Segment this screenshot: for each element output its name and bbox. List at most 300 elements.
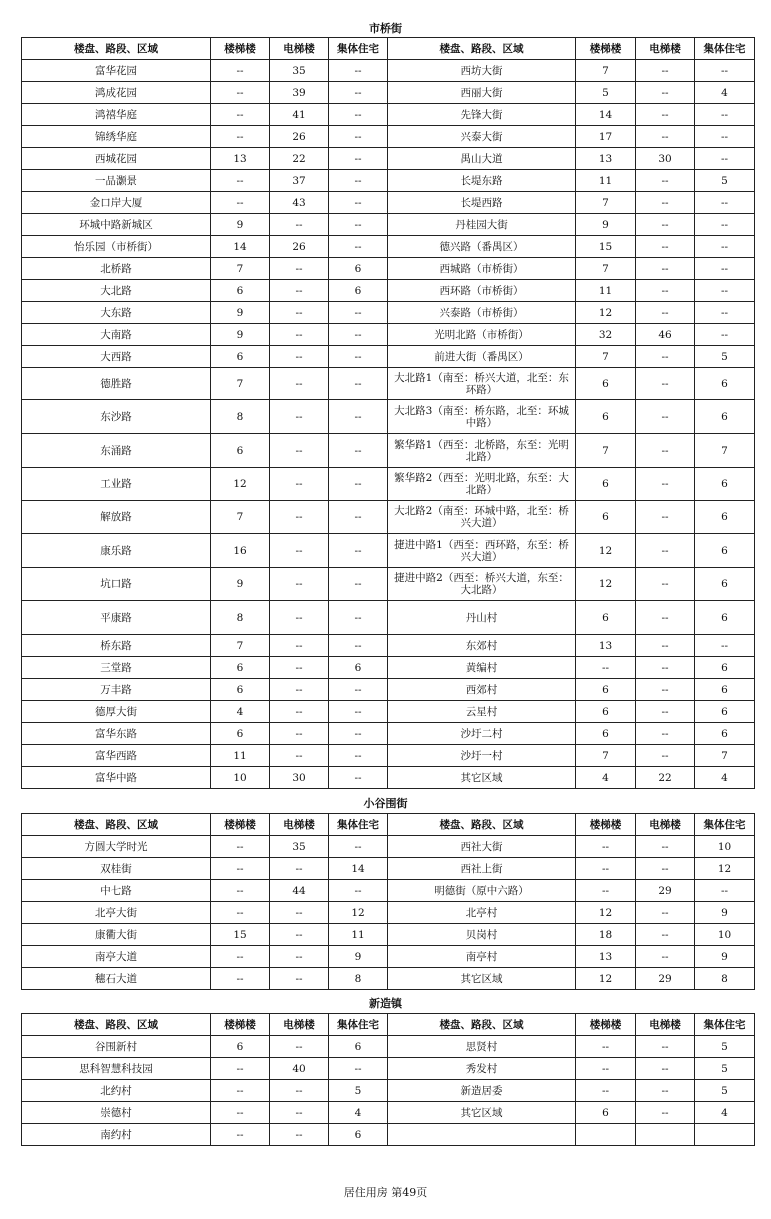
section-title-shiqiao: 市桥街 bbox=[369, 22, 402, 35]
location-cell: 兴泰路（市桥街） bbox=[388, 302, 576, 324]
location-cell: 方圆大学时光 bbox=[22, 836, 211, 858]
count-cell: 5 bbox=[576, 82, 636, 104]
count-cell: -- bbox=[211, 858, 270, 880]
count-cell: -- bbox=[211, 104, 270, 126]
column-header: 电梯楼 bbox=[270, 1014, 329, 1036]
count-cell: 6 bbox=[695, 723, 755, 745]
location-cell: 康衢大街 bbox=[22, 924, 211, 946]
count-cell: 10 bbox=[211, 767, 270, 789]
count-cell: -- bbox=[211, 1058, 270, 1080]
count-cell: -- bbox=[695, 236, 755, 258]
table-row bbox=[22, 723, 755, 745]
count-cell: 5 bbox=[695, 1036, 755, 1058]
count-cell: 4 bbox=[329, 1102, 388, 1124]
count-cell: -- bbox=[329, 679, 388, 701]
count-cell: -- bbox=[636, 657, 695, 679]
location-cell: 长堤东路 bbox=[388, 170, 576, 192]
location-cell: 云星村 bbox=[388, 701, 576, 723]
count-cell: -- bbox=[270, 1080, 329, 1102]
location-cell: 大北路2（南至：环城中路，北至：桥兴大道） bbox=[388, 501, 576, 534]
location-cell: 富华西路 bbox=[22, 745, 211, 767]
location-cell: 南亭村 bbox=[388, 946, 576, 968]
count-cell: 5 bbox=[329, 1080, 388, 1102]
column-header: 楼盘、路段、区域 bbox=[388, 1014, 576, 1036]
count-cell: -- bbox=[695, 324, 755, 346]
count-cell: -- bbox=[329, 635, 388, 657]
count-cell: 8 bbox=[211, 400, 270, 434]
count-cell: -- bbox=[211, 1124, 270, 1146]
column-header: 楼梯楼 bbox=[576, 38, 636, 60]
count-cell: 9 bbox=[211, 568, 270, 601]
count-cell: 6 bbox=[695, 701, 755, 723]
count-cell: -- bbox=[576, 1036, 636, 1058]
count-cell: 43 bbox=[270, 192, 329, 214]
count-cell: 13 bbox=[576, 148, 636, 170]
location-cell: 东沙路 bbox=[22, 400, 211, 434]
count-cell: -- bbox=[576, 1080, 636, 1102]
count-cell: -- bbox=[695, 635, 755, 657]
location-cell: 西社大街 bbox=[388, 836, 576, 858]
count-cell: -- bbox=[270, 1102, 329, 1124]
count-cell: 8 bbox=[329, 968, 388, 990]
location-cell: 北亭大街 bbox=[22, 902, 211, 924]
count-cell: 6 bbox=[695, 400, 755, 434]
column-header: 楼梯楼 bbox=[576, 1014, 636, 1036]
count-cell: -- bbox=[636, 601, 695, 635]
count-cell: -- bbox=[636, 60, 695, 82]
location-cell: 南亭大道 bbox=[22, 946, 211, 968]
count-cell: -- bbox=[636, 723, 695, 745]
column-header: 楼盘、路段、区域 bbox=[388, 38, 576, 60]
location-cell: 大东路 bbox=[22, 302, 211, 324]
table-row bbox=[22, 701, 755, 723]
location-cell: 德厚大街 bbox=[22, 701, 211, 723]
count-cell: -- bbox=[636, 82, 695, 104]
location-cell: 丹桂园大街 bbox=[388, 214, 576, 236]
count-cell: 13 bbox=[576, 946, 636, 968]
count-cell: -- bbox=[211, 192, 270, 214]
count-cell: 5 bbox=[695, 1058, 755, 1080]
count-cell: 5 bbox=[695, 170, 755, 192]
count-cell: -- bbox=[636, 568, 695, 601]
location-cell: 西郊村 bbox=[388, 679, 576, 701]
table-row bbox=[22, 880, 755, 902]
table-row bbox=[22, 635, 755, 657]
count-cell: -- bbox=[270, 635, 329, 657]
count-cell: -- bbox=[576, 1058, 636, 1080]
location-cell: 西坊大街 bbox=[388, 60, 576, 82]
count-cell: 6 bbox=[695, 657, 755, 679]
location-cell: 北亭村 bbox=[388, 902, 576, 924]
count-cell: -- bbox=[636, 1036, 695, 1058]
location-cell: 长堤西路 bbox=[388, 192, 576, 214]
location-cell: 崇德村 bbox=[22, 1102, 211, 1124]
count-cell: 12 bbox=[329, 902, 388, 924]
count-cell: -- bbox=[695, 302, 755, 324]
location-cell: 丹山村 bbox=[388, 601, 576, 635]
count-cell: 46 bbox=[636, 324, 695, 346]
location-cell: 沙圩二村 bbox=[388, 723, 576, 745]
count-cell: -- bbox=[270, 679, 329, 701]
count-cell: -- bbox=[636, 946, 695, 968]
count-cell: 12 bbox=[211, 468, 270, 501]
table-row bbox=[22, 60, 755, 82]
column-header: 楼梯楼 bbox=[211, 1014, 270, 1036]
location-cell: 万丰路 bbox=[22, 679, 211, 701]
column-header: 电梯楼 bbox=[636, 814, 695, 836]
table-row bbox=[22, 400, 755, 434]
count-cell: 6 bbox=[695, 568, 755, 601]
count-cell: -- bbox=[211, 880, 270, 902]
count-cell: 6 bbox=[211, 346, 270, 368]
location-cell: 西丽大街 bbox=[388, 82, 576, 104]
location-cell: 大北路1（南至：桥兴大道，北至：东环路） bbox=[388, 368, 576, 400]
location-cell: 捷进中路1（西至：西环路，东至：桥兴大道） bbox=[388, 534, 576, 568]
count-cell: 44 bbox=[270, 880, 329, 902]
table-row bbox=[22, 968, 755, 990]
count-cell: 6 bbox=[329, 1036, 388, 1058]
count-cell: 12 bbox=[576, 968, 636, 990]
table-row bbox=[22, 1080, 755, 1102]
count-cell: 9 bbox=[329, 946, 388, 968]
count-cell: -- bbox=[211, 946, 270, 968]
count-cell: -- bbox=[576, 858, 636, 880]
location-cell: 明德街（原中六路） bbox=[388, 880, 576, 902]
table-row bbox=[22, 946, 755, 968]
column-header: 电梯楼 bbox=[270, 38, 329, 60]
location-cell: 鸿成花园 bbox=[22, 82, 211, 104]
location-cell: 禺山大道 bbox=[388, 148, 576, 170]
count-cell: -- bbox=[329, 745, 388, 767]
count-cell: 39 bbox=[270, 82, 329, 104]
count-cell: 6 bbox=[576, 468, 636, 501]
count-cell: -- bbox=[636, 258, 695, 280]
table-row bbox=[22, 767, 755, 789]
count-cell: -- bbox=[636, 346, 695, 368]
count-cell: -- bbox=[576, 880, 636, 902]
count-cell: 6 bbox=[329, 657, 388, 679]
count-cell: 6 bbox=[211, 657, 270, 679]
count-cell: 6 bbox=[329, 258, 388, 280]
location-cell: 德胜路 bbox=[22, 368, 211, 400]
count-cell: 22 bbox=[270, 148, 329, 170]
count-cell: -- bbox=[270, 280, 329, 302]
column-header: 集体住宅 bbox=[695, 38, 755, 60]
count-cell: 4 bbox=[695, 767, 755, 789]
table-row bbox=[22, 82, 755, 104]
count-cell: 6 bbox=[576, 601, 636, 635]
count-cell: 6 bbox=[211, 1036, 270, 1058]
count-cell: -- bbox=[329, 346, 388, 368]
count-cell: 9 bbox=[211, 214, 270, 236]
count-cell: -- bbox=[636, 858, 695, 880]
count-cell: 7 bbox=[695, 434, 755, 468]
location-cell: 鸿禧华庭 bbox=[22, 104, 211, 126]
count-cell: 7 bbox=[576, 60, 636, 82]
table-row bbox=[22, 902, 755, 924]
table-row bbox=[22, 126, 755, 148]
count-cell: 7 bbox=[211, 258, 270, 280]
table-row bbox=[22, 258, 755, 280]
count-cell: 6 bbox=[576, 501, 636, 534]
count-cell: -- bbox=[329, 501, 388, 534]
count-cell: 11 bbox=[576, 170, 636, 192]
count-cell: 7 bbox=[576, 745, 636, 767]
location-cell: 一品灏景 bbox=[22, 170, 211, 192]
count-cell: -- bbox=[329, 214, 388, 236]
count-cell: -- bbox=[636, 635, 695, 657]
count-cell: -- bbox=[329, 104, 388, 126]
count-cell: 9 bbox=[576, 214, 636, 236]
count-cell: 40 bbox=[270, 1058, 329, 1080]
location-cell: 康乐路 bbox=[22, 534, 211, 568]
table-row bbox=[22, 1124, 755, 1146]
location-cell: 解放路 bbox=[22, 501, 211, 534]
count-cell: 29 bbox=[636, 880, 695, 902]
count-cell: 8 bbox=[211, 601, 270, 635]
table-row bbox=[22, 346, 755, 368]
count-cell: -- bbox=[329, 434, 388, 468]
count-cell: 5 bbox=[695, 1080, 755, 1102]
table-row bbox=[22, 745, 755, 767]
count-cell: 22 bbox=[636, 767, 695, 789]
count-cell: 6 bbox=[576, 1102, 636, 1124]
location-cell: 秀发村 bbox=[388, 1058, 576, 1080]
count-cell: -- bbox=[329, 534, 388, 568]
count-cell: -- bbox=[636, 126, 695, 148]
location-cell: 繁华路2（西至：光明北路，东至：大北路） bbox=[388, 468, 576, 501]
count-cell: 17 bbox=[576, 126, 636, 148]
count-cell: -- bbox=[329, 126, 388, 148]
column-header: 电梯楼 bbox=[636, 38, 695, 60]
table-xinzao bbox=[21, 1013, 755, 1146]
count-cell: 13 bbox=[211, 148, 270, 170]
count-cell: 6 bbox=[576, 723, 636, 745]
location-cell: 北约村 bbox=[22, 1080, 211, 1102]
column-header: 楼盘、路段、区域 bbox=[22, 38, 211, 60]
count-cell: 26 bbox=[270, 236, 329, 258]
table-row bbox=[22, 924, 755, 946]
location-cell bbox=[388, 1124, 576, 1146]
count-cell: -- bbox=[329, 568, 388, 601]
location-cell: 西社上街 bbox=[388, 858, 576, 880]
count-cell: -- bbox=[270, 501, 329, 534]
location-cell: 桥东路 bbox=[22, 635, 211, 657]
section-title-xinzao: 新造镇 bbox=[369, 997, 402, 1010]
count-cell: 6 bbox=[576, 679, 636, 701]
count-cell: -- bbox=[636, 836, 695, 858]
count-cell: -- bbox=[329, 1058, 388, 1080]
count-cell: -- bbox=[329, 324, 388, 346]
count-cell: -- bbox=[695, 280, 755, 302]
location-cell: 其它区域 bbox=[388, 767, 576, 789]
count-cell: -- bbox=[270, 1124, 329, 1146]
table-row bbox=[22, 280, 755, 302]
header-row bbox=[22, 38, 755, 60]
count-cell: -- bbox=[695, 104, 755, 126]
count-cell: -- bbox=[270, 745, 329, 767]
count-cell: -- bbox=[270, 657, 329, 679]
location-cell: 富华中路 bbox=[22, 767, 211, 789]
location-cell: 谷围新村 bbox=[22, 1036, 211, 1058]
location-cell: 大北路3（南至：桥东路，北至：环城中路） bbox=[388, 400, 576, 434]
table-row bbox=[22, 302, 755, 324]
count-cell bbox=[576, 1124, 636, 1146]
count-cell: -- bbox=[270, 434, 329, 468]
count-cell bbox=[636, 1124, 695, 1146]
count-cell: 12 bbox=[695, 858, 755, 880]
location-cell: 德兴路（番禺区） bbox=[388, 236, 576, 258]
count-cell: -- bbox=[636, 192, 695, 214]
count-cell: 7 bbox=[211, 368, 270, 400]
count-cell: 4 bbox=[695, 1102, 755, 1124]
location-cell: 三堂路 bbox=[22, 657, 211, 679]
count-cell: 29 bbox=[636, 968, 695, 990]
count-cell: 9 bbox=[695, 902, 755, 924]
location-cell: 平康路 bbox=[22, 601, 211, 635]
location-cell: 大北路 bbox=[22, 280, 211, 302]
count-cell: 6 bbox=[695, 368, 755, 400]
table-row bbox=[22, 1102, 755, 1124]
count-cell: -- bbox=[329, 60, 388, 82]
table-row bbox=[22, 324, 755, 346]
table-row bbox=[22, 568, 755, 601]
count-cell: 7 bbox=[576, 258, 636, 280]
column-header: 电梯楼 bbox=[636, 1014, 695, 1036]
count-cell: -- bbox=[636, 534, 695, 568]
count-cell: 35 bbox=[270, 836, 329, 858]
count-cell: 14 bbox=[329, 858, 388, 880]
location-cell: 怡乐园（市桥街） bbox=[22, 236, 211, 258]
location-cell: 锦绣华庭 bbox=[22, 126, 211, 148]
count-cell: 10 bbox=[695, 924, 755, 946]
count-cell: -- bbox=[636, 679, 695, 701]
page-footer: 居住用房 第49页 bbox=[343, 1186, 428, 1199]
table-shiqiao bbox=[21, 37, 755, 789]
count-cell: 14 bbox=[576, 104, 636, 126]
location-cell: 先锋大街 bbox=[388, 104, 576, 126]
count-cell: -- bbox=[211, 1080, 270, 1102]
column-header: 楼盘、路段、区域 bbox=[22, 1014, 211, 1036]
count-cell: 12 bbox=[576, 568, 636, 601]
count-cell: 4 bbox=[211, 701, 270, 723]
count-cell: -- bbox=[270, 601, 329, 635]
count-cell: 6 bbox=[695, 468, 755, 501]
count-cell: 11 bbox=[211, 745, 270, 767]
column-header: 集体住宅 bbox=[329, 1014, 388, 1036]
count-cell: 11 bbox=[329, 924, 388, 946]
count-cell: -- bbox=[636, 924, 695, 946]
count-cell: 15 bbox=[576, 236, 636, 258]
count-cell: 6 bbox=[695, 601, 755, 635]
count-cell: -- bbox=[329, 400, 388, 434]
count-cell: -- bbox=[270, 534, 329, 568]
count-cell: 26 bbox=[270, 126, 329, 148]
count-cell: -- bbox=[270, 214, 329, 236]
count-cell: -- bbox=[329, 468, 388, 501]
count-cell: -- bbox=[636, 1102, 695, 1124]
count-cell: -- bbox=[270, 1036, 329, 1058]
column-header: 集体住宅 bbox=[695, 814, 755, 836]
count-cell: 9 bbox=[695, 946, 755, 968]
table-row bbox=[22, 148, 755, 170]
location-cell: 思科智慧科技园 bbox=[22, 1058, 211, 1080]
location-cell: 穗石大道 bbox=[22, 968, 211, 990]
count-cell: -- bbox=[636, 236, 695, 258]
location-cell: 其它区域 bbox=[388, 968, 576, 990]
count-cell: -- bbox=[329, 723, 388, 745]
location-cell: 黄编村 bbox=[388, 657, 576, 679]
location-cell: 中七路 bbox=[22, 880, 211, 902]
column-header: 集体住宅 bbox=[329, 38, 388, 60]
count-cell: -- bbox=[329, 170, 388, 192]
count-cell: 7 bbox=[211, 501, 270, 534]
count-cell: -- bbox=[270, 568, 329, 601]
table-row bbox=[22, 534, 755, 568]
count-cell: 14 bbox=[211, 236, 270, 258]
header-row bbox=[22, 1014, 755, 1036]
count-cell: -- bbox=[329, 82, 388, 104]
count-cell: 18 bbox=[576, 924, 636, 946]
count-cell: -- bbox=[695, 258, 755, 280]
count-cell: -- bbox=[270, 258, 329, 280]
count-cell: 13 bbox=[576, 635, 636, 657]
count-cell: -- bbox=[270, 924, 329, 946]
table-row bbox=[22, 236, 755, 258]
count-cell: 11 bbox=[576, 280, 636, 302]
count-cell: -- bbox=[329, 880, 388, 902]
count-cell: 7 bbox=[211, 635, 270, 657]
count-cell: 7 bbox=[576, 192, 636, 214]
count-cell: -- bbox=[211, 902, 270, 924]
count-cell: -- bbox=[636, 280, 695, 302]
count-cell: -- bbox=[636, 1058, 695, 1080]
count-cell: -- bbox=[636, 302, 695, 324]
table-row bbox=[22, 657, 755, 679]
count-cell: -- bbox=[636, 745, 695, 767]
count-cell: -- bbox=[636, 501, 695, 534]
count-cell: 16 bbox=[211, 534, 270, 568]
count-cell: -- bbox=[329, 767, 388, 789]
location-cell: 捷进中路2（西至：桥兴大道，东至：大北路） bbox=[388, 568, 576, 601]
table-row bbox=[22, 170, 755, 192]
count-cell: -- bbox=[695, 880, 755, 902]
count-cell: -- bbox=[211, 836, 270, 858]
count-cell: 6 bbox=[211, 434, 270, 468]
column-header: 楼梯楼 bbox=[211, 38, 270, 60]
count-cell: 5 bbox=[695, 346, 755, 368]
count-cell: 32 bbox=[576, 324, 636, 346]
count-cell: -- bbox=[270, 723, 329, 745]
count-cell: 9 bbox=[211, 302, 270, 324]
location-cell: 光明北路（市桥街） bbox=[388, 324, 576, 346]
count-cell: -- bbox=[636, 400, 695, 434]
location-cell: 沙圩一村 bbox=[388, 745, 576, 767]
table-row bbox=[22, 1058, 755, 1080]
table-row bbox=[22, 368, 755, 400]
count-cell: -- bbox=[329, 836, 388, 858]
column-header: 楼梯楼 bbox=[211, 814, 270, 836]
count-cell: 7 bbox=[576, 434, 636, 468]
count-cell: -- bbox=[270, 902, 329, 924]
table-row bbox=[22, 104, 755, 126]
count-cell: 4 bbox=[576, 767, 636, 789]
column-header: 电梯楼 bbox=[270, 814, 329, 836]
location-cell: 其它区域 bbox=[388, 1102, 576, 1124]
location-cell: 金口岸大厦 bbox=[22, 192, 211, 214]
table-row bbox=[22, 192, 755, 214]
count-cell: -- bbox=[695, 148, 755, 170]
